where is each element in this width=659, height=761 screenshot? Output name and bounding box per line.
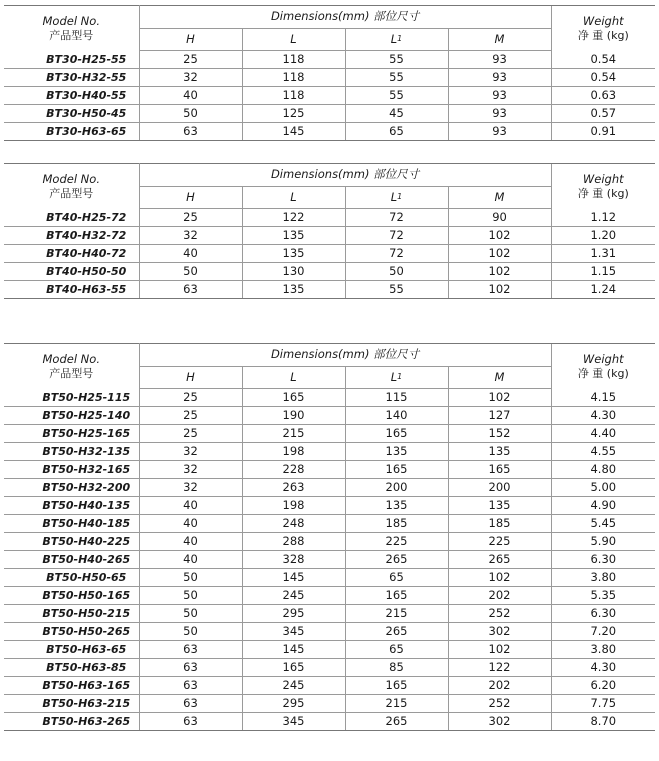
m-cell: 252 [448,605,551,623]
col-h-header [139,367,242,389]
l1-cell: 85 [345,659,448,677]
table-row [4,659,655,677]
table-row [4,443,655,461]
model-cell: BT50-H40-265 [4,551,139,569]
l1-cell: 225 [345,533,448,551]
model-cell: BT50-H63-165 [4,677,139,695]
m-cell: 102 [448,227,551,245]
l-cell: 198 [242,497,345,515]
h-cell: 63 [139,713,242,731]
model-cell: BT50-H50-65 [4,569,139,587]
col-l-header [242,29,345,51]
l1-cell: 265 [345,551,448,569]
l-cell: 328 [242,551,345,569]
h-cell: 40 [139,515,242,533]
model-cell: BT40-H63-55 [4,281,139,299]
model-cell: BT30-H63-65 [4,123,139,141]
model-cell: BT50-H50-165 [4,587,139,605]
model-no-cn-label: 产品型号 [49,367,94,380]
col-h-header [139,187,242,209]
model-cell: BT50-H50-265 [4,623,139,641]
model-no-header [4,164,139,209]
model-cell: BT50-H32-165 [4,461,139,479]
m-cell: 93 [448,87,551,105]
col-h-header-label: H [186,31,195,46]
l-cell: 145 [242,123,345,141]
l1-cell: 140 [345,407,448,425]
l1-cell: 215 [345,695,448,713]
m-cell: 90 [448,209,551,227]
weight-cell: 7.75 [551,695,655,713]
h-cell: 50 [139,263,242,281]
m-cell: 252 [448,695,551,713]
m-cell: 127 [448,407,551,425]
model-cell: BT50-H63-85 [4,659,139,677]
m-cell: 165 [448,461,551,479]
m-cell: 122 [448,659,551,677]
h-cell: 32 [139,461,242,479]
model-cell: BT50-H40-185 [4,515,139,533]
l1-cell: 165 [345,425,448,443]
m-cell: 102 [448,245,551,263]
l-cell: 118 [242,87,345,105]
col-m-header-label: M [494,369,505,384]
l1-cell: 165 [345,461,448,479]
table-row [4,461,655,479]
col-l1-subscript: 1 [397,33,403,43]
col-l-header-label: L [290,369,297,384]
h-cell: 63 [139,281,242,299]
weight-cell: 0.54 [551,51,655,69]
dimensions-label: Dimensions(mm) 部位尺寸 [270,9,420,24]
l-cell: 295 [242,605,345,623]
spec-table-bt50 [4,343,655,731]
weight-cell: 4.55 [551,443,655,461]
h-cell: 25 [139,407,242,425]
h-cell: 40 [139,551,242,569]
table-row [4,479,655,497]
weight-cell: 4.30 [551,407,655,425]
col-l1-header-label: L [390,31,398,46]
model-cell: BT40-H25-72 [4,209,139,227]
table-row [4,123,655,141]
table-row [4,605,655,623]
l1-cell: 72 [345,227,448,245]
header-row [4,6,655,29]
m-cell: 102 [448,389,551,407]
weight-cell: 4.15 [551,389,655,407]
l-cell: 245 [242,677,345,695]
h-cell: 25 [139,389,242,407]
dimensions-header [139,344,551,367]
table-row [4,281,655,299]
model-cell: BT50-H40-225 [4,533,139,551]
weight-cn-label: 净 重 (kg) [577,367,629,380]
col-l1-header-label: L [390,189,398,204]
col-h-header-label: H [186,369,195,384]
weight-cell: 0.63 [551,87,655,105]
col-m-header-label: M [494,189,505,204]
weight-cell: 8.70 [551,713,655,731]
table-row [4,245,655,263]
h-cell: 40 [139,533,242,551]
table-row [4,209,655,227]
col-l1-header [345,367,448,389]
weight-cell: 3.80 [551,569,655,587]
m-cell: 93 [448,123,551,141]
l1-cell: 72 [345,245,448,263]
weight-cell: 6.30 [551,605,655,623]
h-cell: 32 [139,479,242,497]
model-cell: BT40-H32-72 [4,227,139,245]
h-cell: 50 [139,569,242,587]
table-row [4,515,655,533]
table-row [4,51,655,69]
h-cell: 63 [139,677,242,695]
m-cell: 93 [448,69,551,87]
m-cell: 102 [448,281,551,299]
l1-cell: 115 [345,389,448,407]
m-cell: 135 [448,497,551,515]
model-no-label: Model No. [42,171,100,186]
h-cell: 25 [139,51,242,69]
h-cell: 63 [139,641,242,659]
header-row [4,164,655,187]
table-row [4,641,655,659]
model-cell: BT30-H25-55 [4,51,139,69]
m-cell: 202 [448,677,551,695]
m-cell: 102 [448,569,551,587]
weight-cell: 5.35 [551,587,655,605]
model-cell: BT50-H63-265 [4,713,139,731]
model-cell: BT50-H40-135 [4,497,139,515]
l1-cell: 135 [345,443,448,461]
weight-cell: 1.12 [551,209,655,227]
l1-cell: 55 [345,87,448,105]
weight-cell: 6.20 [551,677,655,695]
model-cell: BT30-H32-55 [4,69,139,87]
weight-cell: 1.31 [551,245,655,263]
h-cell: 32 [139,227,242,245]
h-cell: 40 [139,497,242,515]
weight-cell: 4.40 [551,425,655,443]
col-m-header-label: M [494,31,505,46]
l-cell: 295 [242,695,345,713]
table-row [4,551,655,569]
l1-cell: 50 [345,263,448,281]
l1-cell: 55 [345,51,448,69]
weight-cell: 0.91 [551,123,655,141]
model-cell: BT40-H40-72 [4,245,139,263]
weight-header [551,344,655,389]
table-row [4,497,655,515]
model-cell: BT30-H40-55 [4,87,139,105]
l-cell: 145 [242,641,345,659]
model-cell: BT30-H50-45 [4,105,139,123]
weight-cell: 4.30 [551,659,655,677]
weight-label: Weight [582,351,624,366]
col-l1-header [345,187,448,209]
l-cell: 263 [242,479,345,497]
weight-cell: 0.57 [551,105,655,123]
l-cell: 190 [242,407,345,425]
table-row [4,569,655,587]
weight-cell: 5.90 [551,533,655,551]
weight-label: Weight [582,171,624,186]
h-cell: 63 [139,123,242,141]
l-cell: 122 [242,209,345,227]
col-m-header [448,367,551,389]
l1-cell: 265 [345,713,448,731]
l-cell: 135 [242,227,345,245]
table-row [4,407,655,425]
table-row [4,587,655,605]
h-cell: 50 [139,605,242,623]
m-cell: 102 [448,641,551,659]
col-m-header [448,29,551,51]
h-cell: 32 [139,69,242,87]
col-l-header-label: L [290,189,297,204]
l1-cell: 200 [345,479,448,497]
spec-table-bt30 [4,5,655,141]
model-cell: BT50-H25-115 [4,389,139,407]
table-row [4,69,655,87]
l1-cell: 65 [345,641,448,659]
weight-cell: 0.54 [551,69,655,87]
m-cell: 302 [448,623,551,641]
model-cell: BT50-H32-200 [4,479,139,497]
weight-header [551,6,655,51]
m-cell: 93 [448,105,551,123]
col-l-header [242,367,345,389]
m-cell: 102 [448,263,551,281]
l1-cell: 55 [345,69,448,87]
dimensions-header [139,6,551,29]
l1-cell: 185 [345,515,448,533]
weight-cell: 1.20 [551,227,655,245]
table-row [4,389,655,407]
model-no-label: Model No. [42,13,100,28]
l-cell: 135 [242,281,345,299]
l1-cell: 65 [345,569,448,587]
table-row [4,713,655,731]
weight-cell: 7.20 [551,623,655,641]
l1-cell: 55 [345,281,448,299]
weight-label: Weight [582,13,624,28]
h-cell: 25 [139,209,242,227]
spec-table-bt40 [4,163,655,299]
col-l1-header [345,29,448,51]
l-cell: 288 [242,533,345,551]
m-cell: 225 [448,533,551,551]
weight-cn-label: 净 重 (kg) [577,187,629,200]
h-cell: 63 [139,695,242,713]
weight-cell: 4.80 [551,461,655,479]
l-cell: 345 [242,713,345,731]
l-cell: 228 [242,461,345,479]
l-cell: 215 [242,425,345,443]
col-h-header [139,29,242,51]
model-cell: BT50-H63-215 [4,695,139,713]
l1-cell: 135 [345,497,448,515]
header-row [4,344,655,367]
model-no-header [4,344,139,389]
l-cell: 165 [242,659,345,677]
h-cell: 50 [139,587,242,605]
col-l-header [242,187,345,209]
m-cell: 202 [448,587,551,605]
l-cell: 165 [242,389,345,407]
l1-cell: 215 [345,605,448,623]
l-cell: 130 [242,263,345,281]
weight-cell: 6.30 [551,551,655,569]
h-cell: 25 [139,425,242,443]
model-cell: BT50-H25-165 [4,425,139,443]
m-cell: 265 [448,551,551,569]
l-cell: 345 [242,623,345,641]
col-h-header-label: H [186,189,195,204]
h-cell: 32 [139,443,242,461]
model-cell: BT50-H32-135 [4,443,139,461]
l-cell: 135 [242,245,345,263]
dimensions-label: Dimensions(mm) 部位尺寸 [270,347,420,362]
weight-cell: 1.15 [551,263,655,281]
table-row [4,695,655,713]
m-cell: 185 [448,515,551,533]
table-row [4,533,655,551]
model-no-label: Model No. [42,351,100,366]
l-cell: 118 [242,69,345,87]
model-cell: BT50-H50-215 [4,605,139,623]
weight-cell: 5.45 [551,515,655,533]
table-row [4,263,655,281]
l-cell: 118 [242,51,345,69]
table-row [4,623,655,641]
weight-header [551,164,655,209]
table-row [4,677,655,695]
col-l1-subscript: 1 [397,371,403,381]
weight-cell: 4.90 [551,497,655,515]
l1-cell: 72 [345,209,448,227]
m-cell: 152 [448,425,551,443]
l-cell: 145 [242,569,345,587]
m-cell: 135 [448,443,551,461]
m-cell: 93 [448,51,551,69]
l1-cell: 165 [345,677,448,695]
m-cell: 200 [448,479,551,497]
l-cell: 248 [242,515,345,533]
weight-cell: 5.00 [551,479,655,497]
model-no-cn-label: 产品型号 [49,187,94,200]
col-l1-subscript: 1 [397,191,403,201]
weight-cn-label: 净 重 (kg) [577,29,629,42]
h-cell: 50 [139,105,242,123]
l-cell: 198 [242,443,345,461]
h-cell: 40 [139,87,242,105]
dimensions-label: Dimensions(mm) 部位尺寸 [270,167,420,182]
weight-cell: 3.80 [551,641,655,659]
l1-cell: 45 [345,105,448,123]
l1-cell: 65 [345,123,448,141]
model-cell: BT50-H25-140 [4,407,139,425]
model-no-header [4,6,139,51]
l1-cell: 265 [345,623,448,641]
l-cell: 125 [242,105,345,123]
l1-cell: 165 [345,587,448,605]
h-cell: 50 [139,623,242,641]
model-cell: BT50-H63-65 [4,641,139,659]
l-cell: 245 [242,587,345,605]
table-row [4,425,655,443]
table-row [4,87,655,105]
table-row [4,227,655,245]
table-row [4,105,655,123]
col-m-header [448,187,551,209]
col-l1-header-label: L [390,369,398,384]
h-cell: 63 [139,659,242,677]
model-cell: BT40-H50-50 [4,263,139,281]
col-l-header-label: L [290,31,297,46]
h-cell: 40 [139,245,242,263]
weight-cell: 1.24 [551,281,655,299]
dimensions-header [139,164,551,187]
m-cell: 302 [448,713,551,731]
model-no-cn-label: 产品型号 [49,29,94,42]
